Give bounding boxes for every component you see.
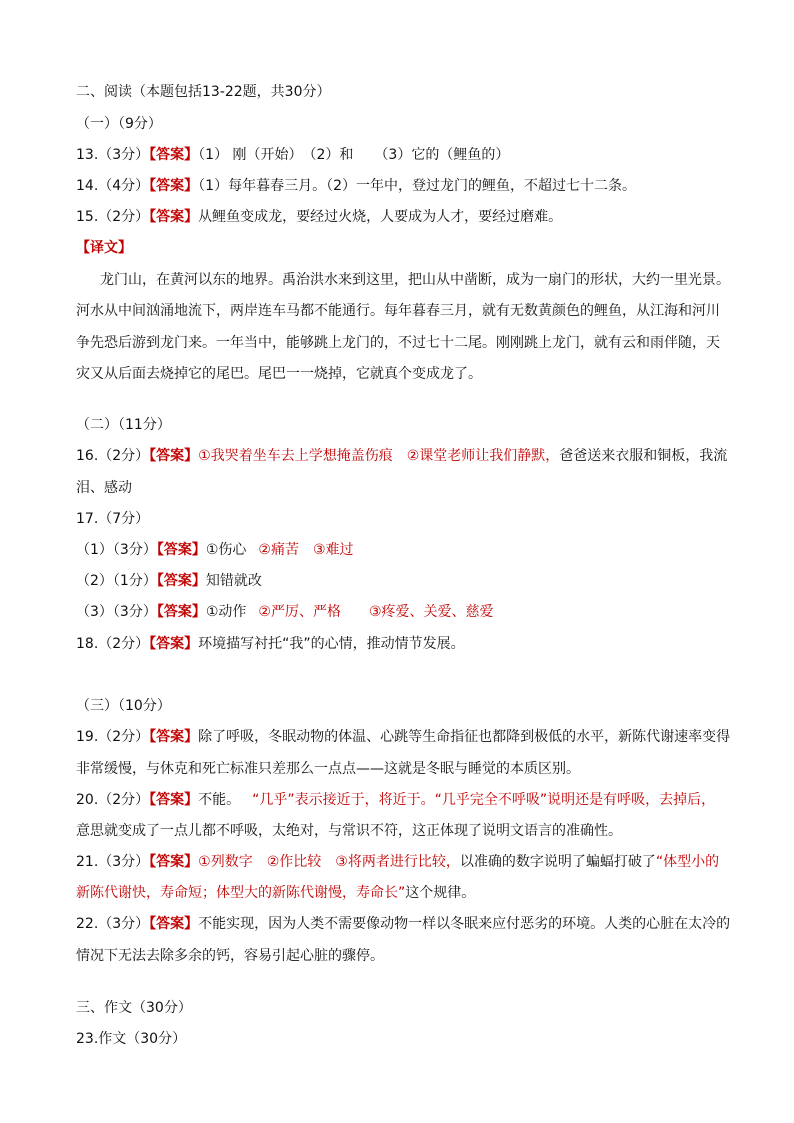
part-label: （三）（10分） (76, 698, 171, 714)
translation-line: 灾又从后面去烧掉它的尾巴。尾巴一一烧掉，它就真个变成龙了。 (76, 366, 482, 382)
answer-text: ①伤心 (205, 542, 247, 558)
answer-text-red: ①我哭着坐车去上学想掩盖伤痕 ②课堂老师让我们静默， (198, 448, 560, 464)
answer-continuation: 非常缓慢，与休克和死亡标准只差那么一点点——这就是冬眠与睡觉的本质区别。 (76, 761, 580, 777)
answer-line-q17-2 (76, 571, 262, 591)
section-heading: 三、作文（30分） (76, 1000, 192, 1016)
answer-text: 环境描写衬托“我”的心情，推动情节发展。 (198, 636, 465, 652)
answer-tag: 【答案】 (149, 147, 199, 163)
answer-text-red: ②严厉、严格 ③疼爱、关爱、慈爱 (258, 604, 494, 620)
answer-line-q15 (76, 207, 562, 227)
answer-text: 知错就改 (205, 573, 262, 589)
answer-tag: 【答案】 (156, 542, 206, 558)
answer-text: 以准确的数字说明了蝙蝠打破了 (459, 854, 656, 870)
answer-line-q19 (76, 727, 730, 747)
question-number: 16.（2分） (76, 448, 150, 464)
answer-text-red: 新陈代谢快，寿命短；体型大的新陈代谢慢，寿命长” (76, 885, 406, 901)
answer-tag: 【答案】 (149, 209, 199, 225)
answer-text: （1）每年暮春三月。（2）一年中，登过龙门的鲤鱼，不超过七十二条。 (198, 178, 636, 194)
answer-tag: 【答案】 (156, 573, 206, 589)
answer-line-q16 (76, 446, 727, 466)
answer-text: 不能实现，因为人类不需要像动物一样以冬眠来应付恶劣的环境。人类的心脏在太冷的 (198, 916, 731, 932)
answer-line-q22 (76, 914, 730, 934)
translation-line: 争先恐后游到龙门来。一年当中，能够跳上龙门的，不过七十二尾。刚刚跳上龙门，就有云和雨伴随，天 (76, 335, 720, 351)
translation-line: 河水从中间汹涌地流下，两岸连车马都不能通行。每年暮春三月，就有无数黄颜色的鲤鱼，从江海和河川 (76, 303, 720, 319)
answer-line-q21 (76, 852, 719, 872)
question-number: 20.（2分） (76, 792, 150, 808)
answer-text: （1） 刚（开始） （2）和 （3）它的（鲤鱼的） (198, 147, 510, 163)
answer-tag: 【答案】 (149, 729, 199, 745)
answer-tag: 【答案】 (149, 448, 199, 464)
answer-text: 爸爸送来衣服和铜板，我流 (559, 448, 728, 464)
answer-continuation: 情况下无法去除多余的钙，容易引起心脏的骤停。 (76, 948, 384, 964)
answer-tag: 【答案】 (149, 854, 199, 870)
answer-text: 除了呼吸，冬眠动物的体温、心跳等生命指征也都降到极低的水平，新陈代谢速率变得 (198, 729, 731, 745)
answer-line-q17-3 (76, 602, 494, 622)
answer-text: 不能。 (198, 792, 241, 808)
answer-text-red: ①列数字 ②作比较 ③将两者进行比较， (198, 854, 460, 870)
question-number: （1）（3分） (76, 542, 157, 558)
answer-continuation: 泪、感动 (76, 480, 132, 496)
answer-tag: 【答案】 (149, 178, 199, 194)
answer-line-q20 (76, 790, 715, 810)
translation-tag: 【译文】 (76, 240, 132, 256)
answer-line-q14 (76, 176, 636, 196)
answer-line-q17-1 (76, 540, 354, 560)
question-number: 19.（2分） (76, 729, 150, 745)
part-label: （一）（9分） (76, 116, 162, 132)
answer-text: ①动作 (205, 604, 247, 620)
answer-tag: 【答案】 (156, 604, 206, 620)
question-number: （3）（3分） (76, 604, 157, 620)
answer-continuation (76, 883, 475, 903)
question-number: 21.（3分） (76, 854, 150, 870)
question-number: 15.（2分） (76, 209, 150, 225)
answer-tag: 【答案】 (149, 916, 199, 932)
question-number: （2）（1分） (76, 573, 157, 589)
answer-text-red: “几乎”表示接近于，将近于。“几乎完全不呼吸”说明还是有呼吸，去掉后， (252, 792, 716, 808)
question-number: 22.（3分） (76, 916, 150, 932)
question-number: 23.作文（30分） (76, 1031, 187, 1047)
answer-line-q18 (76, 634, 465, 654)
question-number: 17.（7分） (76, 511, 150, 527)
question-number: 14.（4分） (76, 178, 150, 194)
section-heading: 二、阅读（本题包括13-22题，共30分） (76, 84, 331, 100)
answer-continuation: 意思就变成了一点儿都不呼吸，太绝对，与常识不符，这正体现了说明文语言的准确性。 (76, 823, 622, 839)
answer-text-red: ②痛苦 ③难过 (258, 542, 354, 558)
question-number: 13.（3分） (76, 147, 150, 163)
answer-tag: 【答案】 (149, 792, 199, 808)
part-label: （二）（11分） (76, 417, 171, 433)
answer-text-red: “体型小的 (655, 854, 720, 870)
answer-line-q13 (76, 145, 509, 165)
answer-text: 从鲤鱼变成龙，要经过火烧，人要成为人才，要经过磨难。 (198, 209, 563, 225)
question-number: 18.（2分） (76, 636, 150, 652)
translation-line: 龙门山，在黄河以东的地界。禹治洪水来到这里，把山从中凿断，成为一扇门的形状，大约一里光景。 (100, 272, 730, 288)
answer-text: 这个规律。 (405, 885, 476, 901)
answer-tag: 【答案】 (149, 636, 199, 652)
